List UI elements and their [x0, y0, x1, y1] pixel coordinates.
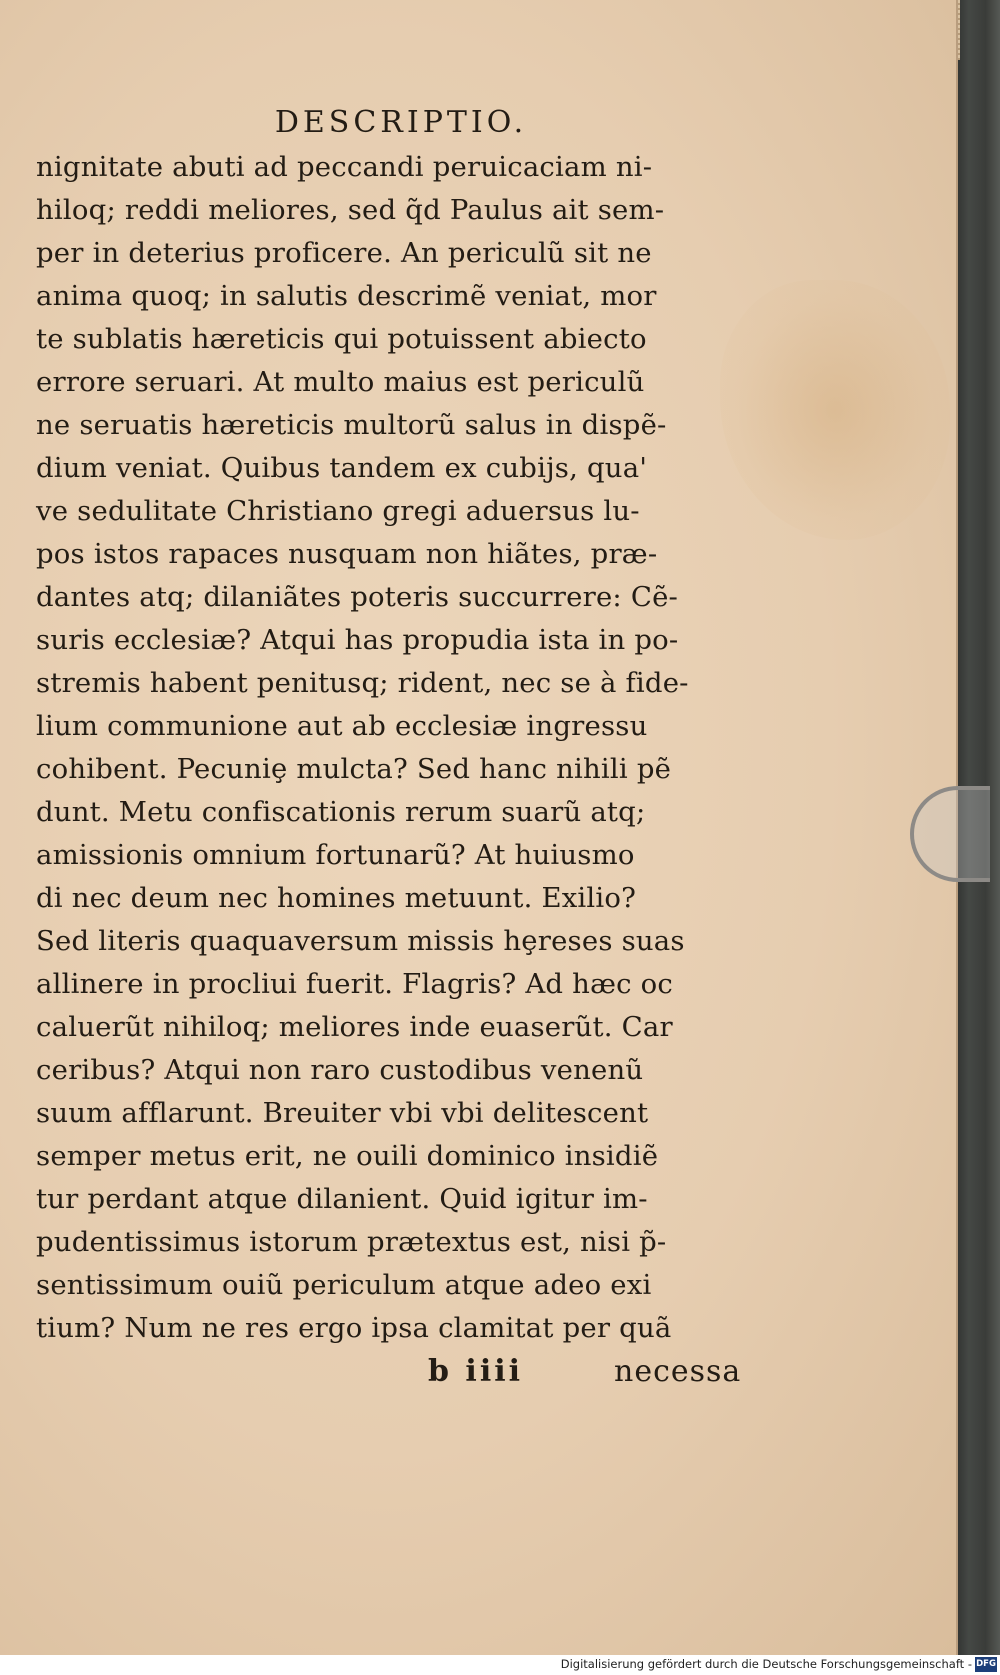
- text-line: anima quoq; in salutis descrimẽ veniat, mor: [36, 280, 657, 312]
- catchword: necessa: [614, 1354, 742, 1389]
- dfg-logo: DFG: [975, 1657, 997, 1672]
- text-line: stremis habent penitusq; rident, nec se à fide-: [36, 667, 689, 699]
- text-line: ne seruatis hæreticis multorũ salus in dispẽ-: [36, 409, 667, 441]
- text-line: nignitate abuti ad peccandi peruicaciam ni-: [36, 151, 653, 183]
- text-block: [36, 100, 742, 1393]
- body-text: [36, 146, 736, 1350]
- text-line: di nec deum nec homines metuunt. Exilio?: [36, 882, 637, 914]
- text-line: ve sedulitate Christiano gregi aduersus lu-: [36, 495, 640, 527]
- page-footer: [36, 1350, 742, 1393]
- running-head: DESCRIPTIO.: [274, 105, 528, 140]
- text-line: suris ecclesiæ? Atqui has propudia ista in po-: [36, 624, 679, 656]
- text-line: caluerũt nihiloq; meliores inde euaserũt. Car: [36, 1011, 673, 1043]
- text-line: tium? Num ne res ergo ipsa clamitat per quã: [36, 1312, 672, 1344]
- digitization-credit: Digitalisierung gefördert durch die Deutsche Forschungsgemeinschaft -: [560, 1657, 972, 1671]
- text-line: dunt. Metu confiscationis rerum suarũ atq;: [36, 796, 646, 828]
- text-line: ceribus? Atqui non raro custodibus venenũ: [36, 1054, 644, 1086]
- text-line: hiloq; reddi meliores, sed q̃d Paulus ait sem-: [36, 194, 665, 226]
- text-line: pos istos rapaces nusquam non hiãtes, præ-: [36, 538, 658, 570]
- text-line: pudentissimus istorum prætextus est, nisi p̃-: [36, 1226, 667, 1258]
- text-line: lium communione aut ab ecclesiæ ingressu: [36, 710, 648, 742]
- text-line: errore seruari. At multo maius est periculũ: [36, 366, 645, 398]
- text-line: Sed literis quaquaversum missis hȩreses suas: [36, 925, 685, 957]
- signature-mark: b iiii: [428, 1354, 524, 1389]
- text-line: suum afflarunt. Breuiter vbi vbi delitescent: [36, 1097, 649, 1129]
- text-line: tur perdant atque dilanient. Quid igitur im-: [36, 1183, 648, 1215]
- text-line: sentissimum ouiũ periculum atque adeo exi: [36, 1269, 652, 1301]
- credit-bar: [0, 1655, 1000, 1675]
- text-line: cohibent. Pecuniȩ mulcta? Sed hanc nihili pẽ: [36, 753, 672, 785]
- text-line: amissionis omnium fortunarũ? At huiusmo: [36, 839, 635, 871]
- text-line: semper metus erit, ne ouili dominico insidiẽ: [36, 1140, 659, 1172]
- text-line: dantes atq; dilaniãtes poteris succurrere: Cẽ-: [36, 581, 679, 613]
- text-line: dium veniat. Quibus tandem ex cubijs, qua': [36, 452, 648, 484]
- text-line: te sublatis hæreticis qui potuissent abiecto: [36, 323, 647, 355]
- text-line: per in deterius proficere. An periculũ sit ne: [36, 237, 652, 269]
- text-line: allinere in procliui fuerit. Flagris? Ad hæc oc: [36, 968, 674, 1000]
- water-stain: [720, 280, 950, 540]
